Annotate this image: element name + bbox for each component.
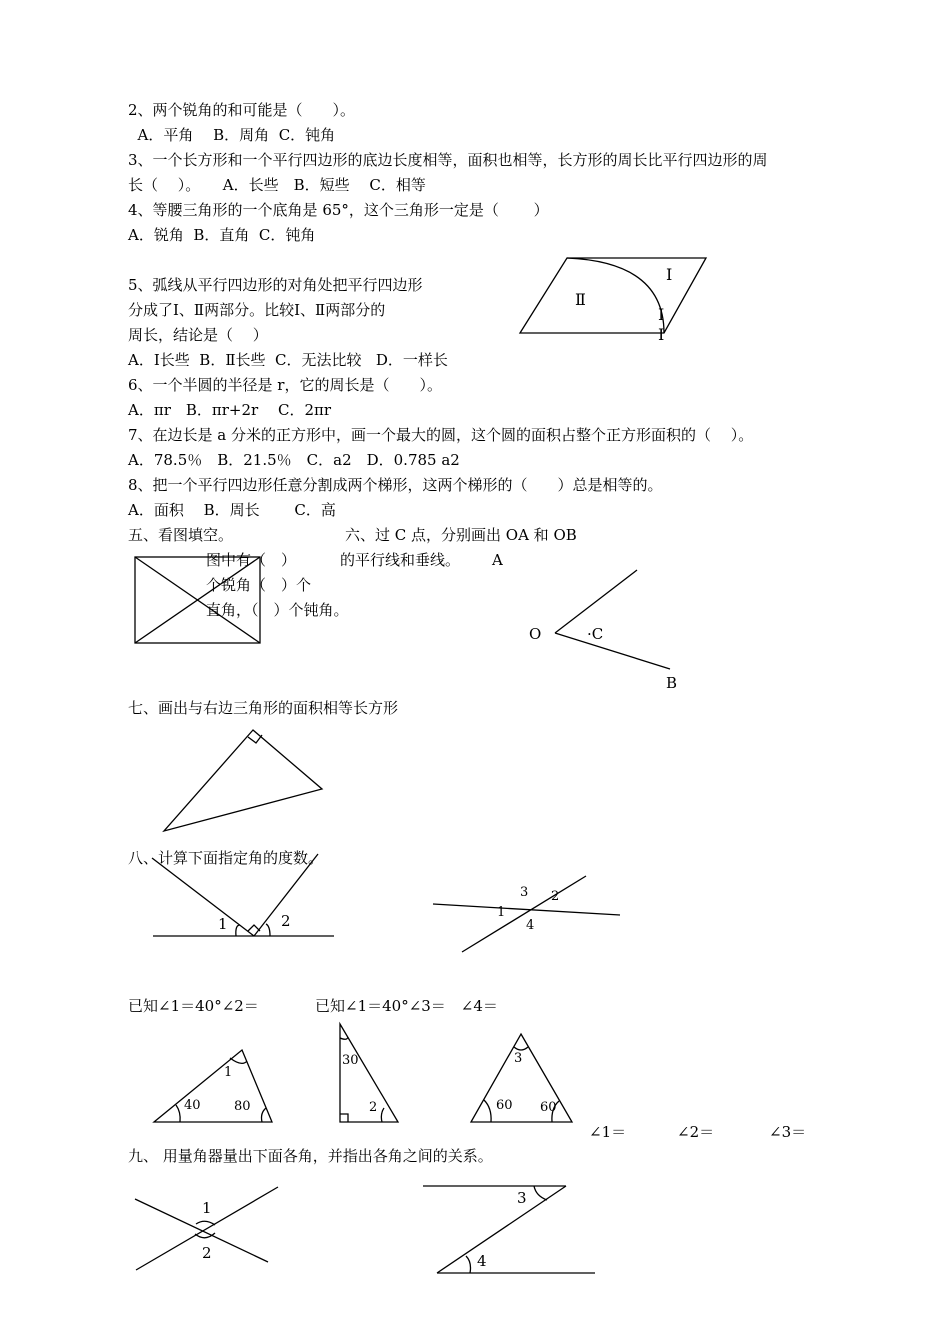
section8-heading: 八、计算下面指定角的度数。: [128, 849, 324, 867]
q6-text: 6、一个半圆的半径是 r，它的周长是（ ）。: [128, 376, 442, 394]
section6-line2: 的平行线和垂线。: [340, 551, 461, 569]
fig9-angle-1-label: 1: [202, 1199, 212, 1217]
tri2-right-angle-label: 2: [369, 1100, 378, 1115]
tri1-top-angle-label: 1: [224, 1065, 233, 1080]
answer-angle-1: ∠1＝: [589, 1123, 627, 1141]
answer-angle-3: ∠3＝: [769, 1123, 807, 1141]
q4-options: A．锐角 B．直角 C．钝角: [128, 226, 316, 244]
given-angle-text-2: 已知∠1＝40°∠3＝ ∠4＝: [315, 997, 498, 1015]
section6-heading: 六、过 C 点，分别画出 OA 和 OB: [345, 526, 577, 544]
q8-text: 8、把一个平行四边形任意分割成两个梯形，这两个梯形的（ ）总是相等的。: [128, 476, 663, 494]
tri2-top-angle-label: 30: [342, 1053, 359, 1068]
q6-options: A．πr B．πr+2r C．2πr: [128, 401, 332, 419]
q2-text: 2、两个锐角的和可能是（ ）。: [128, 101, 356, 119]
q7-options: A．78.5％ B．21.5％ C．a2 D．0.785 a2: [128, 451, 460, 469]
fig1-angle-1-label: 1: [218, 915, 228, 933]
q5-options: A．Ⅰ长些 B．Ⅱ长些 C．无法比较 D．一样长: [128, 351, 448, 369]
tri3-right-angle-label: 60: [540, 1100, 557, 1115]
q3-text-line2: 长（ ）。 A．长些 B．短些 C．相等: [128, 176, 426, 194]
fig2-angle-1-label: 1: [497, 905, 506, 920]
given-angle-text-1: 已知∠1＝40°∠2＝: [128, 997, 259, 1015]
section5-line3: 直角，（ ）个钝角。: [206, 601, 349, 619]
point-o-label: O: [529, 625, 542, 643]
section5-line1: 图中有（ ）: [206, 551, 297, 569]
tri3-left-angle-label: 60: [496, 1098, 513, 1113]
q2-options: A．平角 B．周角 C．钝角: [128, 126, 336, 144]
fig2-angle-3-label: 3: [520, 885, 529, 900]
point-c-label: ·C: [587, 625, 604, 643]
point-b-label: B: [666, 674, 678, 692]
q5-region-label-3: I: [658, 305, 665, 324]
fig9-angle-3-label: 3: [517, 1189, 527, 1207]
q5-region-label-1: I: [666, 265, 673, 284]
fig9-angle-4-label: 4: [477, 1252, 487, 1270]
answer-angle-2: ∠2＝: [677, 1123, 715, 1141]
fig2-angle-4-label: 4: [526, 918, 535, 933]
q5-region-label-4: I: [658, 325, 665, 344]
q3-text-line1: 3、一个长方形和一个平行四边形的底边长度相等，面积也相等，长方形的周长比平行四边形的周: [128, 151, 768, 169]
fig9-angle-2-label: 2: [202, 1244, 212, 1262]
section7-heading: 七、画出与右边三角形的面积相等长方形: [128, 699, 399, 717]
tri3-top-angle-label: 3: [514, 1051, 523, 1066]
q5-region-label-2: Ⅱ: [575, 290, 586, 309]
q7-text: 7、在边长是 a 分米的正方形中，画一个最大的圆，这个圆的面积占整个正方形面积的（ ）。: [128, 426, 754, 444]
section9-heading: 九、 用量角器量出下面各角，并指出各角之间的关系。: [128, 1147, 493, 1165]
q4-text: 4、等腰三角形的一个底角是 65°，这个三角形一定是（ ）: [128, 201, 549, 219]
q5-text-line2: 分成了Ⅰ、Ⅱ两部分。比较Ⅰ、Ⅱ两部分的: [128, 301, 386, 319]
q5-text-line1: 5、弧线从平行四边形的对角处把平行四边形: [128, 276, 423, 294]
section5-line2: 个锐角（ ）个: [206, 576, 312, 594]
q5-text-line3: 周长，结论是（ ）: [128, 326, 268, 344]
fig1-angle-2-label: 2: [281, 912, 291, 930]
fig2-angle-2-label: 2: [551, 889, 560, 904]
q8-options: A．面积 B．周长 C．高: [128, 501, 336, 519]
point-a-label: A: [492, 551, 503, 569]
tri1-left-angle-label: 40: [184, 1098, 201, 1113]
section5-heading: 五、看图填空。: [128, 526, 234, 544]
tri1-right-angle-label: 80: [234, 1099, 251, 1114]
